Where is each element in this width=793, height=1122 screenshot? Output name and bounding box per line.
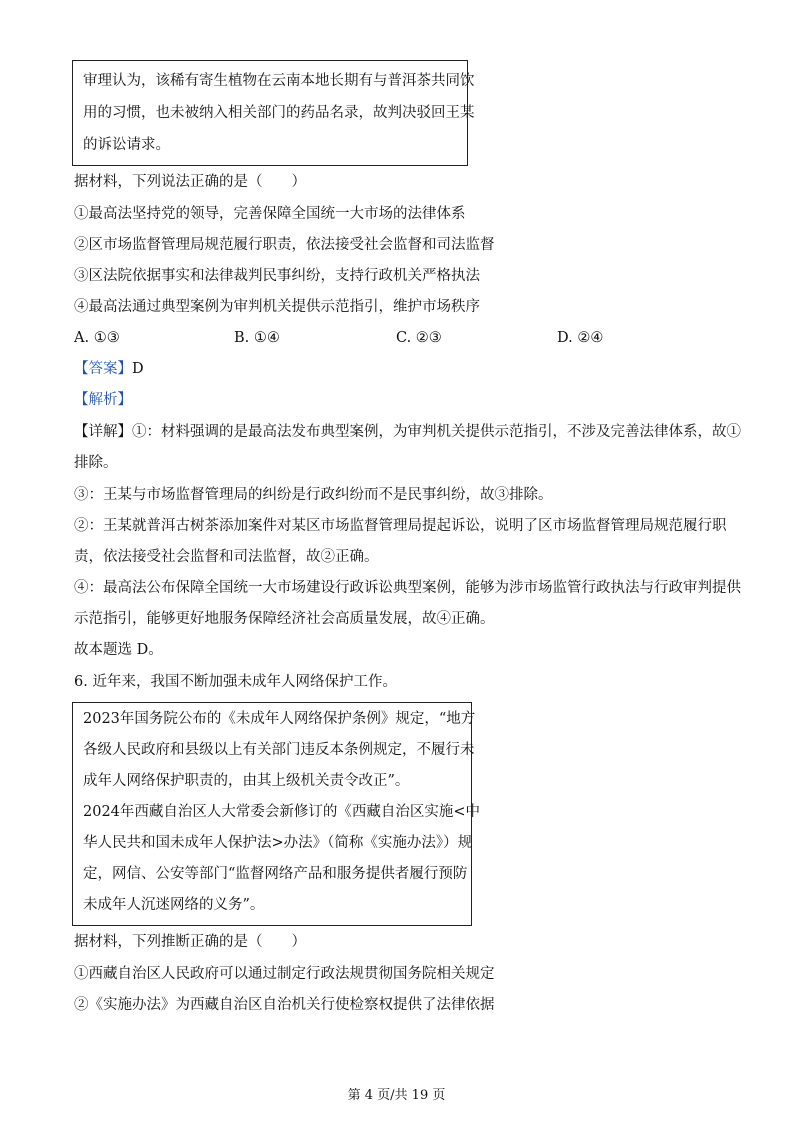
material-box-2: [72, 702, 481, 926]
q5-statement-2: ②区市场监督管理局规范履行职责，依法接受社会监督和司法监督: [74, 237, 495, 253]
answer-value: D: [132, 361, 144, 377]
material-line: 审理认为，该稀有寄生植物在云南本地长期有与普洱茶共同饮: [83, 73, 475, 89]
q6-stem: 6. 近年来，我国不断加强未成年人网络保护工作。: [74, 674, 397, 690]
explanation-line-7: 示范指引，能够更好地服务保障经济社会高质量发展，故④正确。: [74, 611, 495, 627]
q5-answer: [74, 359, 144, 379]
q6-prompt: 据材料，下列推断正确的是（ ）: [74, 934, 306, 950]
q5-statement-1: ①最高法坚持党的领导，完善保障全国统一大市场的法律体系: [74, 206, 466, 222]
q6-statement-2: ②《实施办法》为西藏自治区自治机关行使检察权提供了法律依据: [74, 997, 495, 1013]
material-line: 2023年国务院公布的《未成年人网络保护条例》规定，“地方: [83, 711, 476, 727]
q5-option-a: A. ①③: [74, 330, 120, 346]
q5-option-b: B. ①④: [234, 330, 280, 346]
material-line: 定，网信、公安等部门“监督网络产品和服务提供者履行预防: [83, 866, 468, 882]
explanation-text: ①：材料强调的是最高法发布典型案例，为审判机关提供示范指引，不涉及完善法律体系，故①: [132, 424, 741, 440]
q5-option-c: C. ②③: [396, 330, 442, 346]
material-box-1: [72, 60, 475, 166]
explanation-line-5: 责，依法接受社会监督和司法监督，故②正确。: [74, 549, 379, 565]
explanation-line-8: 故本题选 D。: [74, 642, 163, 658]
q6-statement-1: ①西藏自治区人民政府可以通过制定行政法规贯彻国务院相关规定: [74, 966, 495, 982]
explanation-line-6: ④：最高法公布保障全国统一大市场建设行政诉讼典型案例，能够为涉市场监管行政执法与行政审判提供: [74, 580, 741, 596]
material-line: 的诉讼请求。: [83, 137, 170, 153]
material-line: 2024年西藏自治区人大常委会新修订的《西藏自治区实施<中: [83, 804, 481, 820]
material-line: 各级人民政府和县级以上有关部门违反本条例规定，不履行未: [83, 742, 475, 758]
q5-option-d: D. ②④: [557, 330, 604, 346]
detail-tag: 【详解】: [74, 424, 132, 440]
material-line: 华人民共和国未成年人保护法>办法》（简称《实施办法》）规: [83, 835, 473, 851]
explanation-line-1: [74, 422, 741, 442]
material-line: 未成年人沉迷网络的义务”。: [83, 897, 265, 913]
explanation-line-4: ②：王某就普洱古树茶添加案件对某区市场监督管理局提起诉讼，说明了区市场监督管理局规范履行职: [74, 518, 727, 534]
page-footer: 第 4 页/共 19 页: [347, 1088, 446, 1103]
material-line: 成年人网络保护职责的，由其上级机关责令改正”。: [83, 773, 410, 789]
explanation-line-2: 排除。: [74, 455, 118, 471]
q5-prompt: 据材料，下列说法正确的是（ ）: [74, 174, 306, 190]
analysis-tag: 【解析】: [74, 392, 132, 408]
answer-tag: 【答案】: [74, 361, 132, 377]
material-line: 用的习惯，也未被纳入相关部门的药品名录，故判决驳回王某: [83, 105, 475, 121]
q5-statement-4: ④最高法通过典型案例为审判机关提供示范指引，维护市场秩序: [74, 299, 480, 315]
q5-statement-3: ③区法院依据事实和法律裁判民事纠纷，支持行政机关严格执法: [74, 268, 480, 284]
explanation-line-3: ③：王某与市场监督管理局的纠纷是行政纠纷而不是民事纠纷，故③排除。: [74, 487, 553, 503]
